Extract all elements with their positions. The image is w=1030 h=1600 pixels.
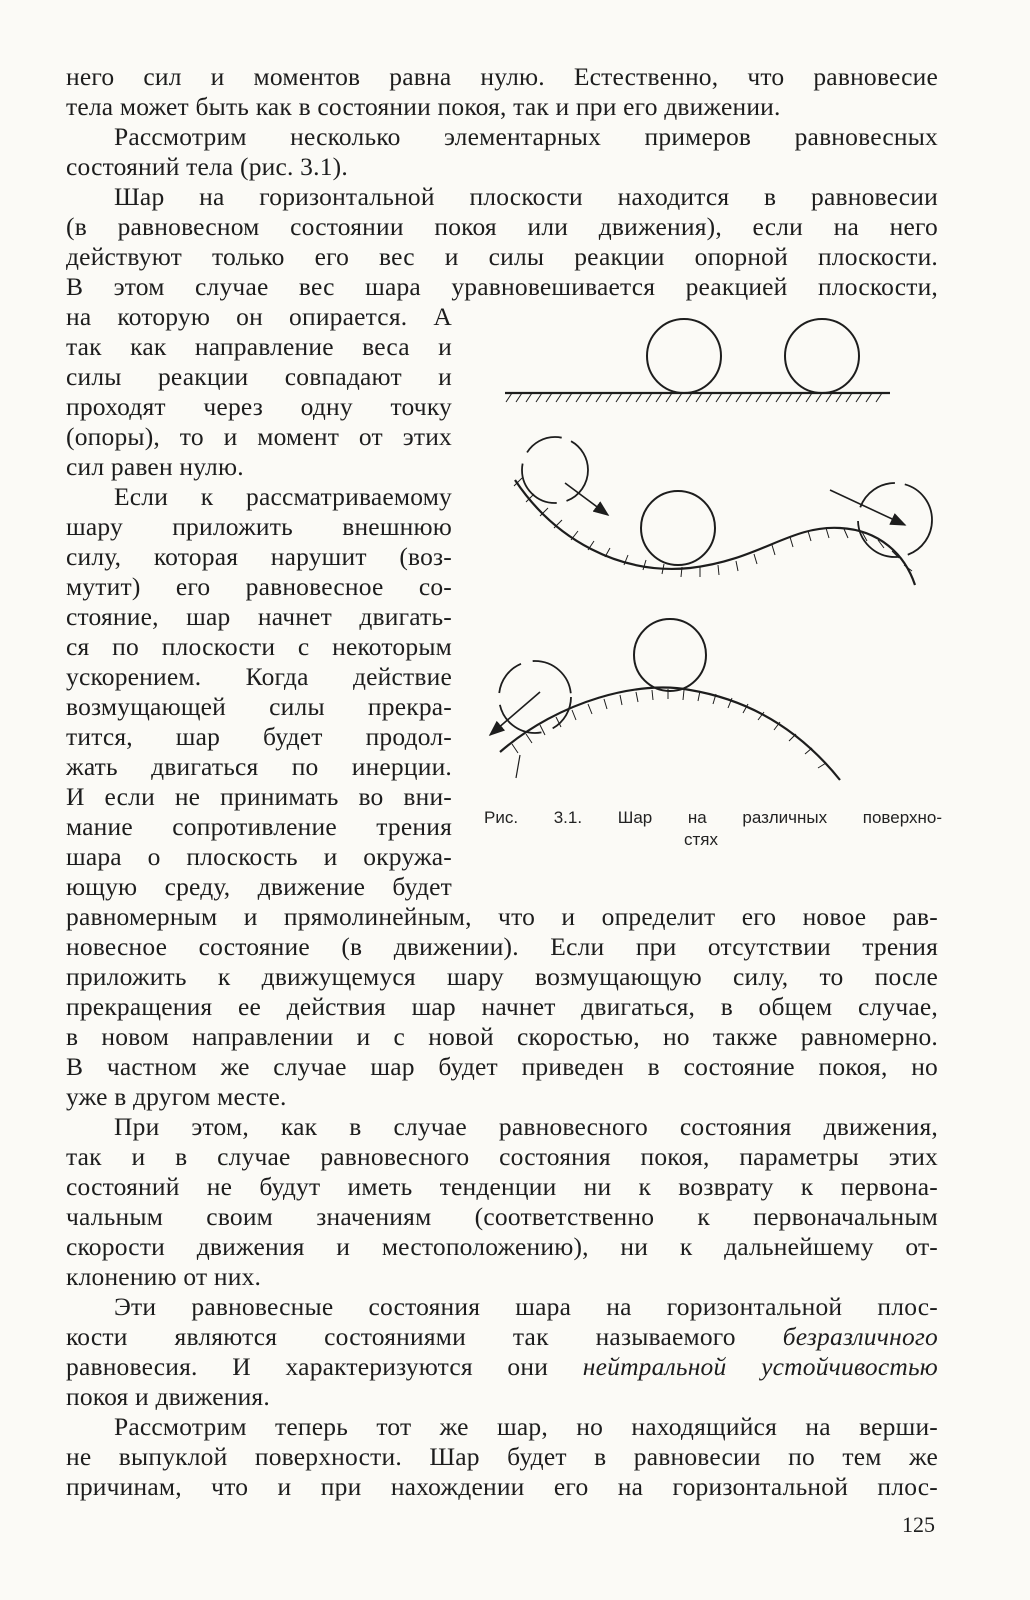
text-line: мутит) его равновесное со- <box>66 572 452 601</box>
ball <box>641 491 715 565</box>
text-line: действуют только его вес и силы реакции опорной плоскости. <box>66 242 938 271</box>
text-line: В этом случае вес шара уравновешивается реакцией плоскости, <box>66 272 938 301</box>
ball <box>647 319 721 393</box>
text-line: ускорением. Когда действие <box>66 662 452 691</box>
text-line: тела может быть как в состоянии покоя, так и при его движении. <box>66 92 781 121</box>
text-line: (опоры), то и момент от этих <box>66 422 452 451</box>
text-line: уже в другом месте. <box>66 1082 287 1111</box>
text-line: ся по плоскости с некоторым <box>66 632 452 661</box>
panel-horizontal-plane <box>505 319 890 402</box>
text-line: При этом, как в случае равновесного состояния движения, <box>114 1112 938 1141</box>
text-line: клонению от них. <box>66 1262 262 1291</box>
text-line: шара о плоскость и окружа- <box>66 842 452 871</box>
surface-hatching <box>514 478 912 577</box>
text-line: проходят через одну точку <box>66 392 452 421</box>
text-line: силы реакции совпадают и <box>66 362 452 391</box>
text-line: в новом направлении и с новой скоростью, но также равномерно. <box>66 1022 938 1051</box>
text-line: жать двигаться по инерции. <box>66 752 452 781</box>
text-line: причинам, что и при нахождении его на горизонтальной плос- <box>66 1472 938 1501</box>
text-line: прекращения ее действия шар начнет двигаться, в общем случае, <box>66 992 938 1021</box>
support-tick <box>516 755 520 778</box>
text-line: не выпуклой поверхности. Шар будет в равновесии по тем же <box>66 1442 938 1471</box>
text-line: Рассмотрим теперь тот же шар, но находящийся на верши- <box>114 1412 938 1441</box>
italic-term: безразличного <box>782 1322 938 1351</box>
text-line: Если к рассматриваемому <box>114 482 452 511</box>
text-line: Рассмотрим несколько элементарных примеров равновесных <box>114 122 938 151</box>
text-line: состояний не будут иметь тенденции ни к возврату к первона- <box>66 1172 938 1201</box>
italic-term: нейтральной устойчивостью <box>582 1352 938 1381</box>
text-line: так и в случае равновесного состояния покоя, параметры этих <box>66 1142 938 1171</box>
text-line: сил равен нулю. <box>66 452 244 481</box>
text-line: шару приложить внешнюю <box>66 512 452 541</box>
ball <box>634 619 706 691</box>
text-line: ющую среду, движение будет <box>66 872 452 901</box>
panel-convex-surface <box>490 619 840 780</box>
text-line: стояние, шар начнет двигать- <box>66 602 452 631</box>
text-line: чальным своим значениям (соответственно к первоначальным <box>66 1202 938 1231</box>
text-span: кости являются состояниями так называемого <box>66 1322 783 1351</box>
text-line: Эти равновесные состояния шара на горизонтальной плос- <box>114 1292 938 1321</box>
text-line: тится, шар будет продол- <box>66 722 452 751</box>
text-line: покоя и движения. <box>66 1382 270 1411</box>
figure-caption-continuation: стях <box>684 830 718 849</box>
text-line <box>66 1352 938 1382</box>
text-line: равномерным и прямолинейным, что и определит его новое рав- <box>66 902 938 931</box>
text-line: мание сопротивление трения <box>66 812 452 841</box>
text-line <box>66 1322 938 1352</box>
text-line: В частном же случае шар будет приведен в состояние покоя, но <box>66 1052 938 1081</box>
text-line: новесное состояние (в движении). Если при отсутствии трения <box>66 932 938 961</box>
text-line: Шар на горизонтальной плоскости находится в равновесии <box>114 182 938 211</box>
text-line: возмущающей силы прекра- <box>66 692 452 721</box>
text-line: на которую он опирается. А <box>66 302 452 331</box>
text-line: скорости движения и местоположению), ни к дальнейшему от- <box>66 1232 938 1261</box>
text-line: приложить к движущемуся шару возмущающую силу, то после <box>66 962 938 991</box>
text-line: (в равновесном состоянии покоя или движения), если на него <box>66 212 938 241</box>
plane-hatching <box>506 393 882 402</box>
text-span: равновесия. И характеризуются они <box>66 1352 583 1381</box>
text-line: силу, которая нарушит (воз- <box>66 542 452 571</box>
convex-surface-curve <box>500 688 840 780</box>
page-number: 125 <box>902 1512 935 1537</box>
text-line: него сил и моментов равна нулю. Естественно, что равновесие <box>66 62 938 91</box>
panel-wavy-surface <box>514 437 932 585</box>
text-line: состояний тела (рис. 3.1). <box>66 152 348 181</box>
text-line: И если не принимать во вни- <box>66 782 452 811</box>
figure-balls-on-surfaces <box>480 300 950 800</box>
surface-hatching <box>512 689 826 768</box>
ball <box>785 319 859 393</box>
figure-caption: Рис. 3.1. Шар на различных поверхно- <box>484 808 942 827</box>
text-line: так как направление веса и <box>66 332 452 361</box>
